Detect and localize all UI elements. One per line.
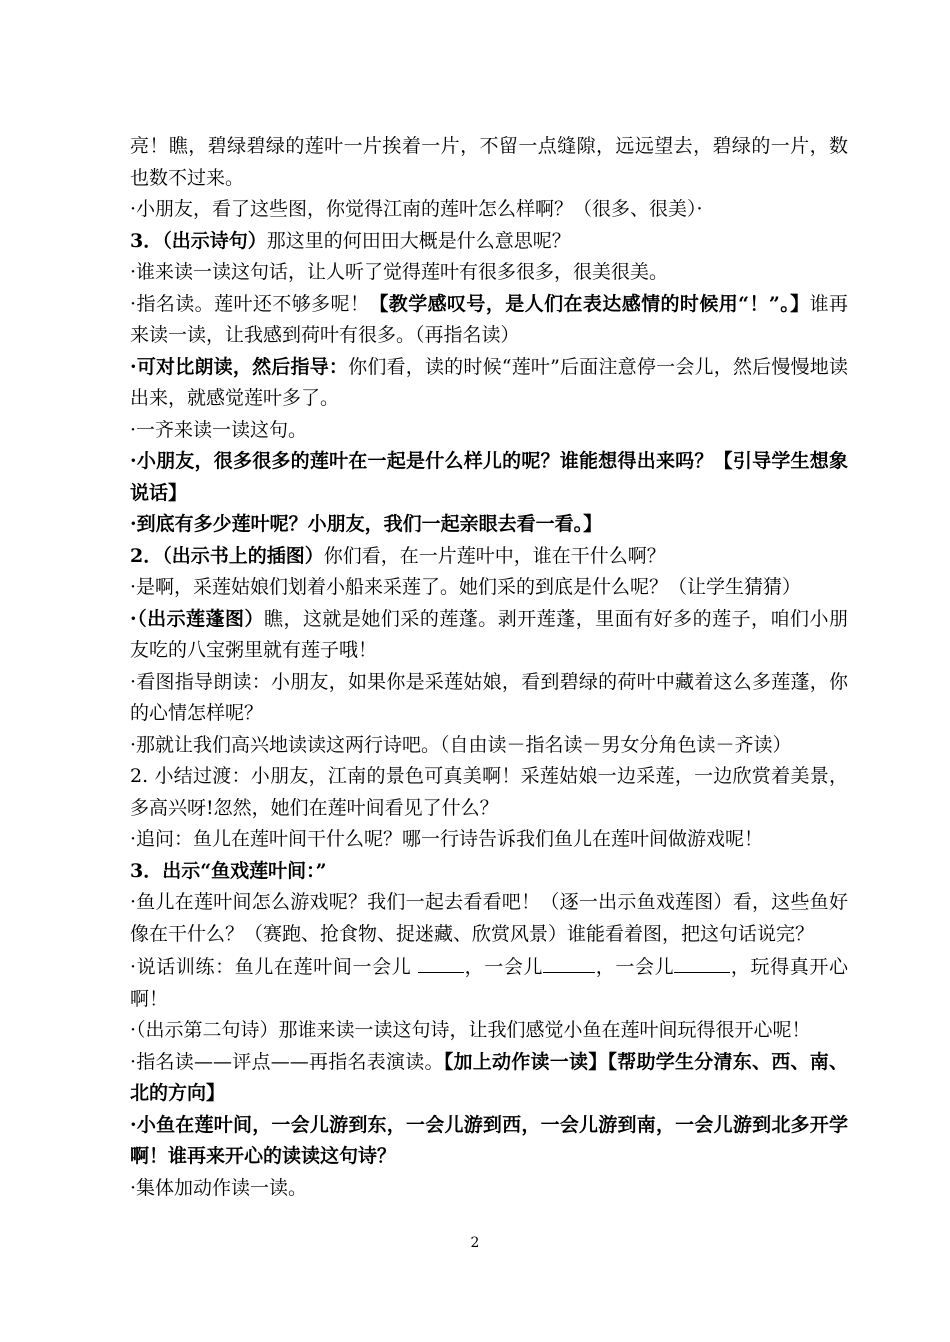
paragraph bbox=[130, 887, 848, 950]
paragraph bbox=[130, 572, 848, 604]
paragraph-text: ·谁来读一读这句话，让人听了觉得莲叶有很多很多，很美很美。 bbox=[130, 261, 669, 283]
paragraph-text: 那这里的何田田大概是什么意思呢？ bbox=[266, 229, 571, 252]
paragraph-text: ·指名读。莲叶还不够多呢！ bbox=[130, 292, 370, 315]
paragraph-text: ·是啊，采莲姑娘们划着小船来采莲了。她们采的到底是什么呢？（让学生猜猜） bbox=[130, 576, 802, 598]
paragraph bbox=[130, 541, 848, 573]
paragraph-text: ·小鱼在莲叶间，一会儿游到东，一会儿游到西，一会儿游到南，一会儿游到北多开学啊！谁再来开心的读读这句诗？ bbox=[130, 1113, 848, 1167]
paragraph bbox=[130, 824, 848, 856]
bold-heading: 2．（出示书上的插图） bbox=[130, 544, 324, 567]
bold-note: 【教学感叹号，是人们在表达感情的时候用“！”。】 bbox=[369, 292, 810, 315]
fill-blank bbox=[418, 950, 464, 973]
paragraph-text: 3．出示“鱼戏莲叶间：” bbox=[130, 859, 327, 882]
bold-paragraph bbox=[130, 856, 848, 888]
paragraph bbox=[130, 1047, 848, 1110]
paragraph bbox=[130, 1173, 848, 1205]
paragraph bbox=[130, 257, 848, 289]
bold-heading: ·（出示莲蓬图） bbox=[130, 607, 264, 630]
paragraph-text: 2. 小结过渡：小朋友，江南的景色可真美啊！采莲姑娘一边采莲，一边欣赏着美景，多高兴呀!忽然，她们在莲叶间看见了什么？ bbox=[130, 765, 848, 819]
paragraph-text: ·集体加动作读一读。 bbox=[130, 1176, 308, 1199]
paragraph bbox=[130, 667, 848, 730]
bold-paragraph bbox=[130, 1110, 848, 1173]
paragraph-text: ，一会儿 bbox=[464, 956, 544, 978]
bold-paragraph bbox=[130, 446, 848, 509]
paragraph bbox=[130, 604, 848, 667]
bold-note: 【加上动作读一读】【帮助学生分清东、西、南、北的方向】 bbox=[130, 1050, 848, 1104]
paragraph-text: ·小朋友，看了这些图，你觉得江南的莲叶怎么样啊？（很多、很美）· bbox=[130, 198, 703, 220]
bold-paragraph bbox=[130, 509, 848, 541]
paragraph-text: ，一会儿 bbox=[595, 956, 675, 978]
paragraph bbox=[130, 289, 848, 352]
paragraph-text: 你们看，读的时候“莲叶”后面注意停一会儿，然后慢慢地读出来，就感觉莲叶多了。 bbox=[130, 355, 848, 409]
paragraph bbox=[130, 194, 848, 226]
paragraph-text: ，玩得真开心啊！ bbox=[130, 956, 848, 1010]
paragraph bbox=[130, 1015, 848, 1047]
paragraph-text: ·鱼儿在莲叶间怎么游戏呢？我们一起去看看吧！（逐一出示鱼戏莲图）看，这些鱼好像在干什么？（赛跑、抢食物、捉迷藏、欣赏风景）谁能看着图，把这句话说完？ bbox=[130, 891, 848, 945]
paragraph-text: ·指名读——评点——再指名表演读。 bbox=[130, 1050, 444, 1073]
bold-heading: ·可对比朗读，然后指导： bbox=[130, 355, 349, 378]
paragraph bbox=[130, 226, 848, 258]
paragraph bbox=[130, 415, 848, 447]
fill-blank bbox=[674, 950, 730, 973]
paragraph bbox=[130, 950, 848, 1015]
paragraph bbox=[130, 131, 848, 194]
fill-blank bbox=[543, 950, 595, 973]
paragraph bbox=[130, 352, 848, 415]
paragraph-text: ·到底有多少莲叶呢？小朋友，我们一起亲眼去看一看。】 bbox=[130, 513, 603, 535]
paragraph-text: ·看图指导朗读：小朋友，如果你是采莲姑娘，看到碧绿的荷叶中藏着这么多莲蓬，你的心情怎样呢？ bbox=[130, 670, 848, 724]
page-number: 2 bbox=[470, 1235, 480, 1251]
document-body bbox=[130, 131, 848, 1204]
paragraph bbox=[130, 730, 848, 762]
paragraph-text: ·小朋友，很多很多的莲叶在一起是什么样儿的呢？谁能想得出来吗？【引导学生想象说话】 bbox=[130, 450, 848, 504]
paragraph-text: ·一齐来读一读这句。 bbox=[130, 418, 308, 441]
paragraph-text: ·（出示第二句诗）那谁来读一读这句诗，让我们感觉小鱼在莲叶间玩得很开心呢！ bbox=[130, 1019, 811, 1041]
bold-heading: 3．（出示诗句） bbox=[130, 229, 267, 252]
paragraph-text: 谁再来读一读，让我感到荷叶有很多。（再指名读） bbox=[130, 292, 848, 346]
paragraph-text: 亮！瞧，碧绿碧绿的莲叶一片挨着一片，不留一点缝隙，远远望去，碧绿的一片，数也数不过来。 bbox=[130, 135, 848, 189]
paragraph-text: ·那就让我们高兴地读读这两行诗吧。（自由读－指名读－男女分角色读－齐读） bbox=[130, 733, 792, 756]
paragraph-text: ·说话训练：鱼儿在莲叶间一会儿 bbox=[130, 956, 412, 978]
paragraph bbox=[130, 761, 848, 824]
paragraph-text: 瞧，这就是她们采的莲蓬。剥开莲蓬，里面有好多的莲子，咱们小朋友吃的八宝粥里就有莲子哦！ bbox=[130, 607, 848, 661]
paragraph-text: ·追问：鱼儿在莲叶间干什么呢？哪一行诗告诉我们鱼儿在莲叶间做游戏呢！ bbox=[130, 828, 764, 850]
paragraph-text: 你们看，在一片莲叶中，谁在干什么啊？ bbox=[323, 544, 666, 567]
